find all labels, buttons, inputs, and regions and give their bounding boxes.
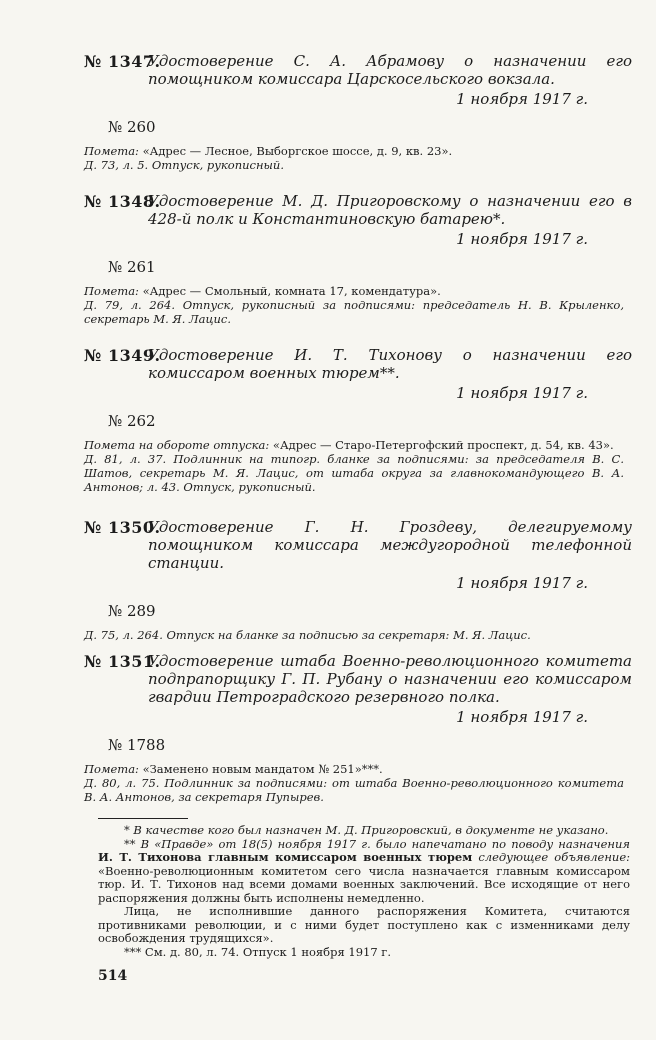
entry-date: 1 ноября 1917 г. bbox=[456, 90, 588, 108]
entry-number: № 1350. bbox=[84, 518, 161, 537]
entry-date: 1 ноября 1917 г. bbox=[456, 574, 588, 592]
entry-number: № 1351. bbox=[84, 652, 161, 671]
entry-number: № 1348. bbox=[84, 192, 161, 211]
entry-title: Удостоверение М. Д. Пригоровскому о назначении его в 428-й полк и Константиновскую батарею*. bbox=[148, 192, 632, 228]
entry-number: № 1349. bbox=[84, 346, 161, 365]
entry-1349 bbox=[84, 346, 632, 494]
note-label: Помета: bbox=[84, 762, 139, 776]
page-number: 514 bbox=[98, 968, 128, 984]
entry-note bbox=[84, 144, 632, 172]
footnote-1: * В качестве кого был назначен М. Д. Пригоровский, в документе не указано. bbox=[124, 823, 609, 837]
entry-number: № 1347. bbox=[84, 52, 161, 71]
source-reference: Д. 79, л. 264. Отпуск, рукописный за подписями: председатель Н. В. Крыленко, секретарь М. Я. Лацис. bbox=[84, 298, 624, 326]
source-reference: Д. 81, л. 37. Подлинник на типогр. бланке за подписями: за председателя В. С. Шатов, секретарь М. Я. Лацис, от штаба округа за главнокомандующего В. А. Антонов; л. 43. Отпуск, рукописный. bbox=[84, 452, 624, 494]
footnote-2: ** В «Правде» от 18(5) ноября 1917 г. было напечатано по поводу назначения И. Т. Тихонова главным комиссаром военных тюрем следующее объявление: «Военно-революционным комитетом сего числа назначается главным комиссаром тюр. И. Т. Тихонов над всеми домами военных заключений. Все исходящие от него распоряжения должны быть исполнены немедленно. bbox=[98, 836, 630, 905]
footnote-3: *** См. д. 80, л. 74. Отпуск 1 ноября 1917 г. bbox=[124, 944, 391, 959]
document-number: № 1788 bbox=[108, 736, 166, 754]
document-number: № 289 bbox=[108, 602, 156, 620]
entry-note bbox=[84, 628, 632, 642]
entry-1350 bbox=[84, 518, 632, 642]
entry-title: Удостоверение Г. Н. Гроздеву, делегируемому помощником комиссара междугородной телефонной станции. bbox=[148, 518, 632, 572]
note-text: «Заменено новым мандатом № 251»***. bbox=[142, 762, 383, 776]
footnote-2-continued: Лица, не исполнившие данного распоряжения Комитета, считаются противниками революции, и с ними будет поступлено как с изменниками делу освобождения трудящихся». bbox=[98, 904, 630, 945]
note-text: «Адрес — Смольный, комната 17, комендатура». bbox=[142, 284, 441, 298]
note-label: Помета на обороте отпуска: bbox=[84, 438, 270, 452]
note-text: «Адрес — Старо-Петергофский проспект, д. 54, кв. 43». bbox=[272, 438, 614, 452]
document-number: № 260 bbox=[108, 118, 156, 136]
source-reference: Д. 80, л. 75. Подлинник за подписями: от штаба Военно-революционного комитета В. А. Антонов, за секретаря Пупырев. bbox=[84, 776, 624, 804]
note-label: Помета: bbox=[84, 284, 139, 298]
entry-1351 bbox=[84, 652, 632, 804]
document-number: № 261 bbox=[108, 258, 156, 276]
entry-date: 1 ноября 1917 г. bbox=[456, 708, 588, 726]
entry-date: 1 ноября 1917 г. bbox=[456, 384, 588, 402]
footnotes bbox=[98, 824, 630, 959]
entry-note bbox=[84, 438, 632, 494]
entry-title: Удостоверение С. А. Абрамову о назначении его помощником комиссара Царскосельского вокзала. bbox=[148, 52, 632, 88]
entry-note bbox=[84, 762, 632, 804]
entry-note bbox=[84, 284, 632, 326]
entry-title: Удостоверение И. Т. Тихонову о назначении его комиссаром военных тюрем**. bbox=[148, 346, 632, 382]
note-text: «Адрес — Лесное, Выборгское шоссе, д. 9, кв. 23». bbox=[142, 144, 453, 158]
entry-date: 1 ноября 1917 г. bbox=[456, 230, 588, 248]
entry-1347 bbox=[84, 52, 632, 172]
document-number: № 262 bbox=[108, 412, 156, 430]
note-label: Помета: bbox=[84, 144, 139, 158]
source-reference: Д. 73, л. 5. Отпуск, рукописный. bbox=[84, 158, 284, 172]
source-reference: Д. 75, л. 264. Отпуск на бланке за подписью за секретаря: М. Я. Лацис. bbox=[84, 628, 531, 642]
entry-title: Удостоверение штаба Военно-революционного комитета подпрапорщику Г. П. Рубану о назначении его комиссаром гвардии Петроградского резервного полка. bbox=[148, 652, 632, 706]
footnote-divider bbox=[98, 818, 188, 819]
entry-1348 bbox=[84, 192, 632, 326]
